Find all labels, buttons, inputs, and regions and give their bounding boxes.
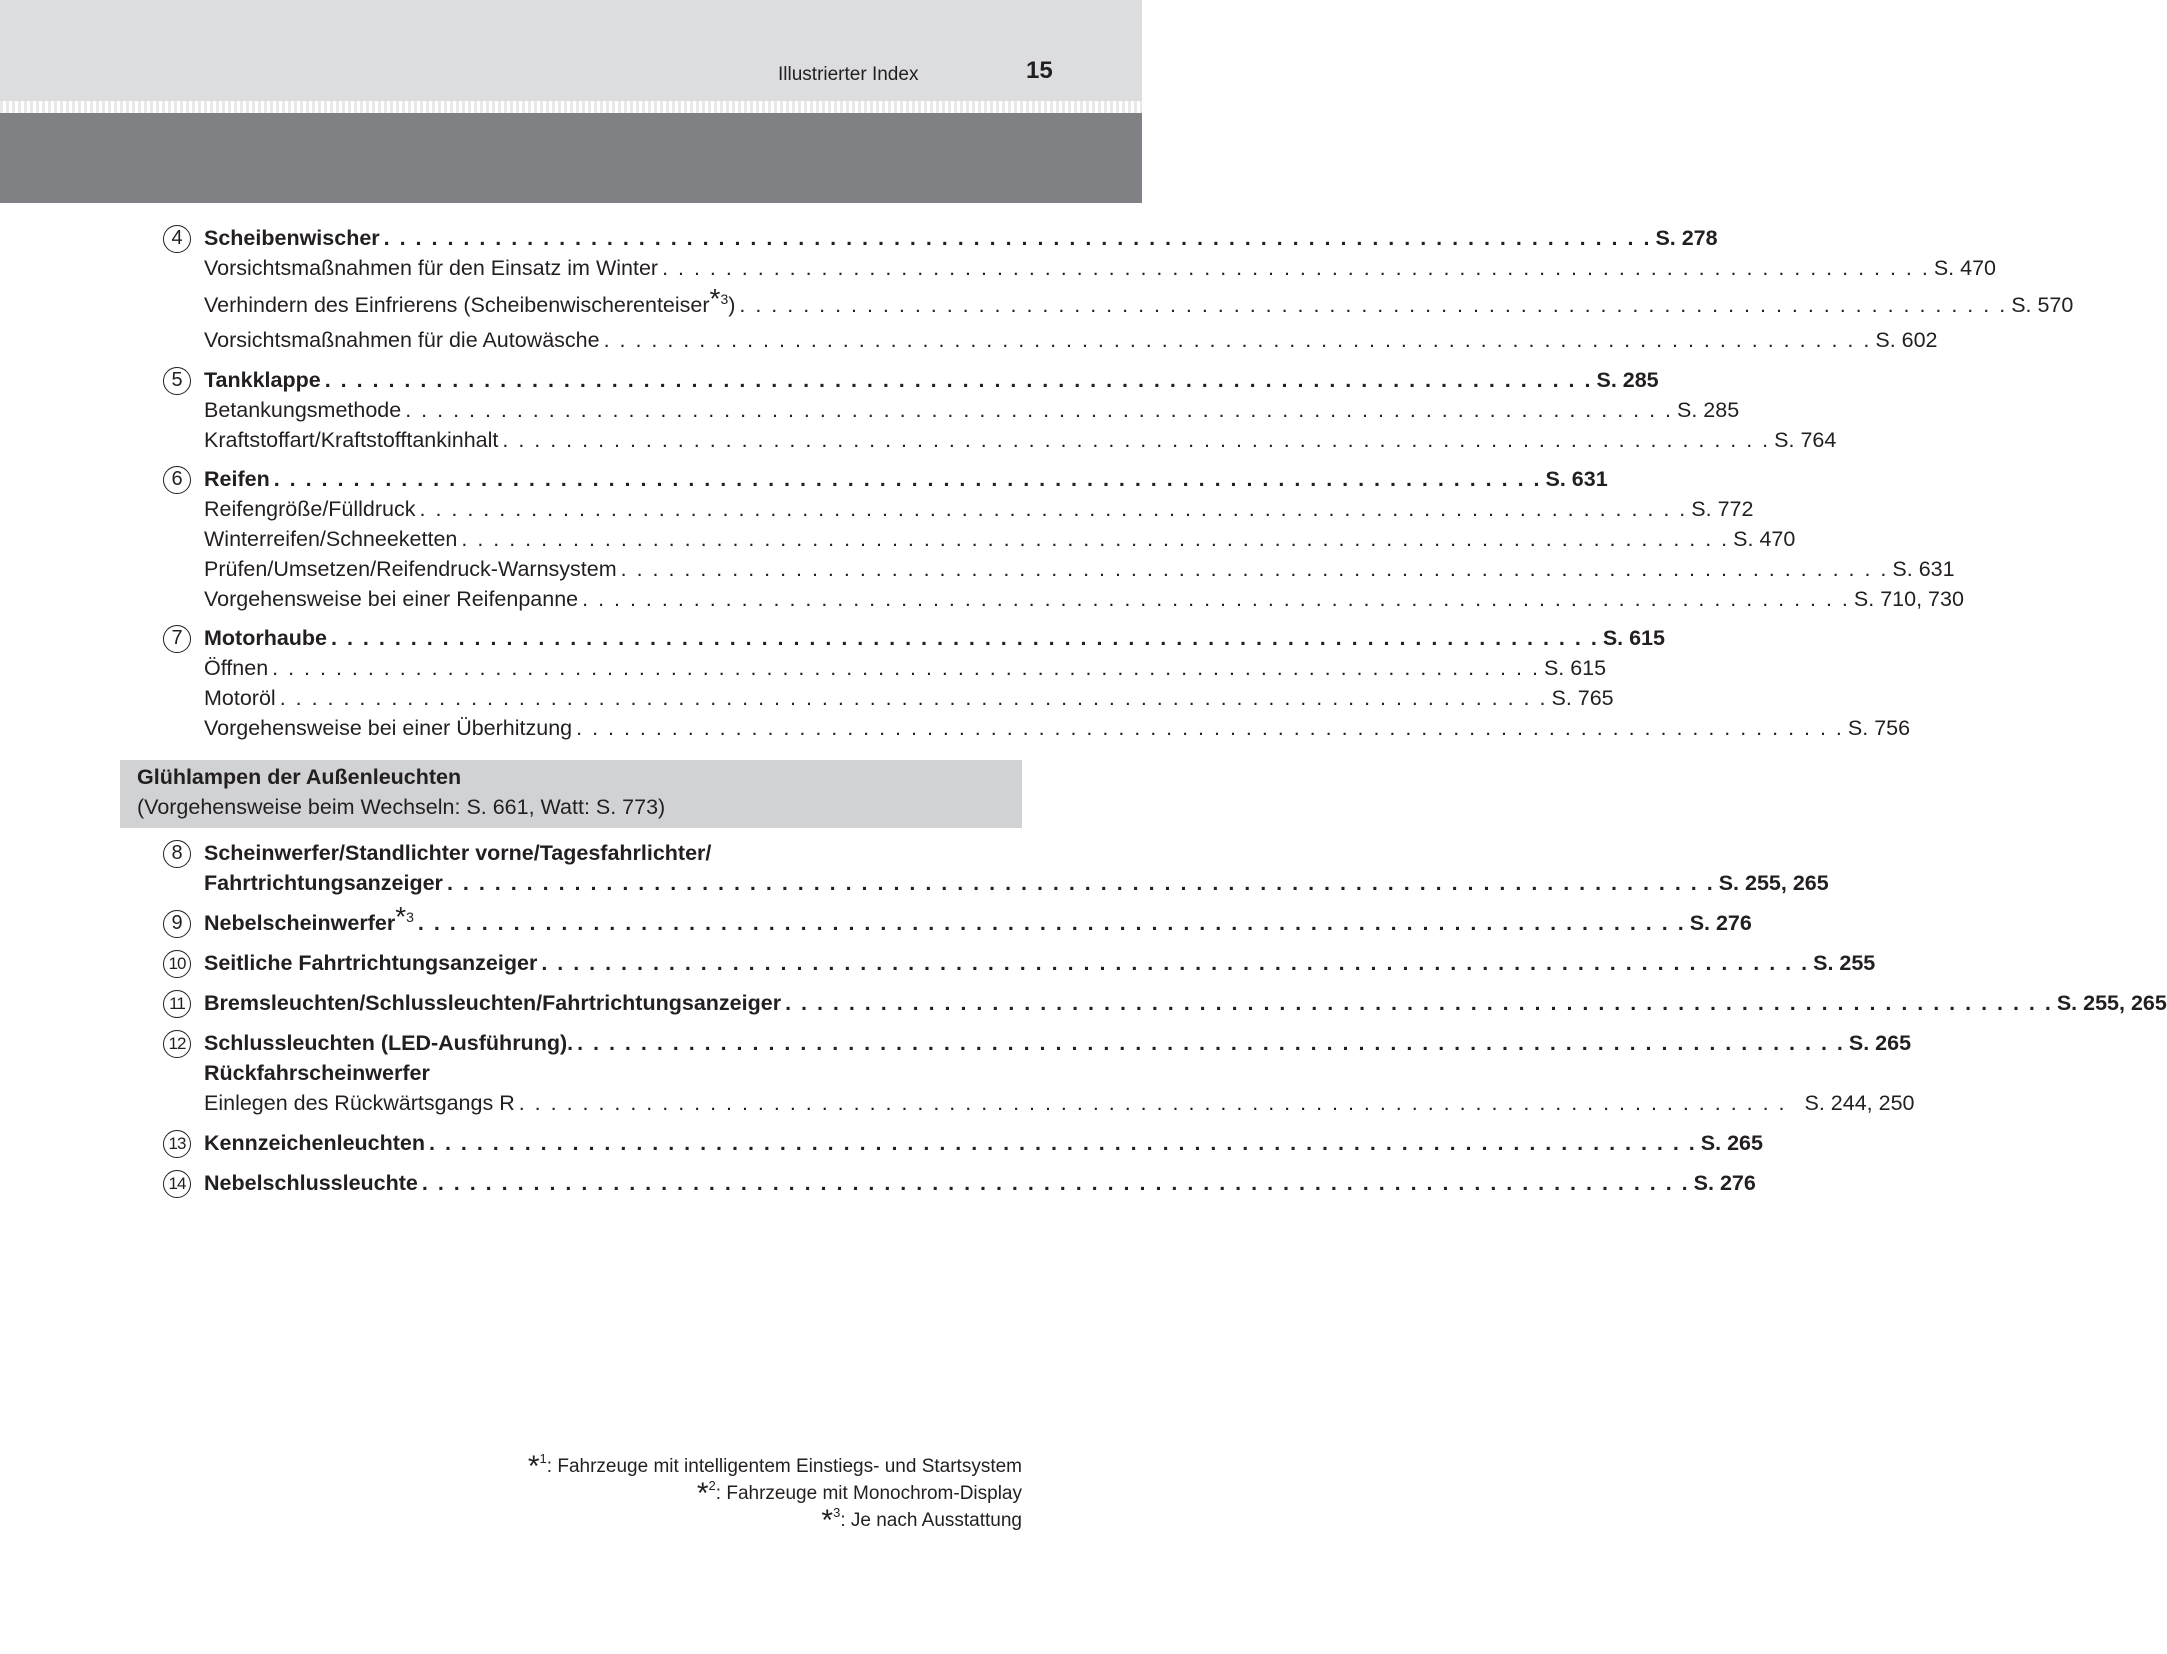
index-entry <box>204 425 1837 455</box>
footnote-star: * <box>709 283 721 314</box>
leader-dots: . . . . . . . . . . . . . . . . . . . . . . . . . . . . . . . . . . . . . . . . . . . . . . . . . . . . . . . . . . . . . . . . . . . . . . . . . . . . . . . . <box>421 1171 1690 1195</box>
item-number: 12 <box>163 1030 191 1058</box>
leader-dots: . . . . . . . . . . . . . . . . . . . . . . . . . . . . . . . . . . . . . . . . . . . . . . . . . . . . . . . . . . . . . . . . . . . . . . . . . . . . . . . . <box>383 226 1652 250</box>
leader-dots: . . . . . . . . . . . . . . . . . . . . . . . . . . . . . . . . . . . . . . . . . . . . . . . . . . . . . . . . . . . . . . . . . . . . . . . . . . . . . . . . <box>541 951 1810 975</box>
item-number: 4 <box>163 225 191 253</box>
index-entry <box>204 623 1665 653</box>
index-entry <box>204 325 1938 355</box>
leader-dots: . . . . . . . . . . . . . . . . . . . . . . . . . . . . . . . . . . . . . . . . . . . . . . . . . . . . . . . . . . . . . . . . . . . . . . . . . . . . . . . . <box>446 871 1715 895</box>
entry-text: Reifen <box>204 467 270 491</box>
entry-text: Einlegen des Rückwärtsgangs R <box>204 1091 515 1115</box>
footnote-number: 2 <box>708 1478 716 1493</box>
index-entry <box>204 988 2167 1018</box>
index-entry <box>204 464 1608 494</box>
index-entry <box>204 253 1997 283</box>
page-ref: S. 765 <box>1551 686 1614 710</box>
entry-text: Winterreifen/Schneeketten <box>204 527 458 551</box>
index-entry <box>204 683 1614 713</box>
page-ref: S. 470 <box>1733 527 1796 551</box>
page-ref: S. 631 <box>1892 557 1955 581</box>
section-title: Illustrierter Index <box>778 64 919 85</box>
index-entry <box>204 901 1752 938</box>
leader-dots: . . . . . . . . . . . . . . . . . . . . . . . . . . . . . . . . . . . . . . . . . . . . . . . . . . . . . . . . . . . . . . . . . . . . . . . . . . . . . . . . <box>461 527 1730 551</box>
entry-text: Tankklappe <box>204 368 321 392</box>
footnote-text: : Je nach Ausstattung <box>840 1510 1022 1531</box>
item-number: 7 <box>163 625 191 653</box>
entry-text: Fahrtrichtungsanzeiger <box>204 871 443 895</box>
entry-text <box>204 902 414 938</box>
leader-dots: . . . . . . . . . . . . . . . . . . . . . . . . . . . . . . . . . . . . . . . . . . . . . . . . . . . . . . . . . . . . . . . . . . . . . . . . . . . . . . . . <box>405 398 1674 422</box>
index-entry <box>204 395 1740 425</box>
page-ref: S. 255, 265 <box>1718 871 1829 895</box>
page-ref: S. 255, 265 <box>2056 991 2167 1015</box>
footnote-text: : Fahrzeuge mit intelligentem Einstiegs- und Startsystem <box>546 1456 1022 1477</box>
entry-text: Vorsichtsmaßnahmen für den Einsatz im Winter <box>204 256 659 280</box>
index-entry <box>204 713 1911 743</box>
footnote <box>821 1501 1022 1537</box>
item-number: 14 <box>163 1170 191 1198</box>
page-ref: S. 772 <box>1691 497 1754 521</box>
leader-dots: . . . . . . . . . . . . . . . . . . . . . . . . . . . . . . . . . . . . . . . . . . . . . . . . . . . . . . . . . . . . . . . . . . . . . . . . . . . . . . . . <box>324 368 1593 392</box>
index-entry <box>204 1058 976 1088</box>
entry-text-part: ) <box>728 293 736 317</box>
item-number: 11 <box>163 990 191 1018</box>
page-ref: S. 278 <box>1655 226 1718 250</box>
entry-text: Seitliche Fahrtrichtungsanzeiger <box>204 951 538 975</box>
page-ref: S. 631 <box>1545 467 1608 491</box>
page-ref: S. 255 <box>1813 951 1876 975</box>
entry-text: Schlussleuchten (LED-Ausführung). <box>204 1031 574 1055</box>
footnote-number: 3 <box>720 291 729 307</box>
index-entry <box>204 948 1876 978</box>
entry-text: Kennzeichenleuchten <box>204 1131 426 1155</box>
index-entry <box>204 494 1754 524</box>
page-ref: S. 570 <box>2011 293 2074 317</box>
item-number: 13 <box>163 1130 191 1158</box>
leader-dots: . . . . . . . . . . . . . . . . . . . . . . . . . . . . . . . . . . . . . . . . . . . . . . . . . . . . . . . . . . . . . . . . . . . . . . . . . . . . . . . . <box>331 626 1599 650</box>
page-ref: S. 470 <box>1933 256 1997 280</box>
item-number: 5 <box>163 367 191 395</box>
index-entry <box>204 1128 1763 1158</box>
entry-text-part: Nebelscheinwerfer <box>204 911 396 935</box>
leader-dots: . . . . . . . . . . . . . . . . . . . . . . . . . . . . . . . . . . . . . . . . . . . . . . . . . . . . . . . . . . . . . . . . . . . . . . . . . . . . . . . . <box>785 991 2053 1015</box>
entry-text: Rückfahrscheinwerfer <box>204 1061 430 1085</box>
page-ref: S. 276 <box>1693 1171 1756 1195</box>
leader-dots: . . . . . . . . . . . . . . . . . . . . . . . . . . . . . . . . . . . . . . . . . . . . . . . . . . . . . . . . . . . . . . . . . . . . . . . . . . . . . . . . <box>502 428 1771 452</box>
item-number: 6 <box>163 466 191 494</box>
index-entry <box>204 1088 1915 1118</box>
page-ref: S. 756 <box>1847 716 1911 740</box>
leader-dots: . . . . . . . . . . . . . . . . . . . . . . . . . . . . . . . . . . . . . . . . . . . . . . . . . . . . . . . . . . . . . . . . . . . . . . . . . . . . . . . . <box>273 467 1542 491</box>
index-entry <box>204 653 1607 683</box>
leader-dots: . . . . . . . . . . . . . . . . . . . . . . . . . . . . . . . . . . . . . . . . . . . . . . . . . . . . . . . . . . . . . . . . . . . . . . . . . . . . . . . . <box>739 293 2008 317</box>
index-entry <box>204 1028 1912 1058</box>
page-ref: S. 710, 730 <box>1853 587 1964 611</box>
leader-dots: . . . . . . . . . . . . . . . . . . . . . . . . . . . . . . . . . . . . . . . . . . . . . . . . . . . . . . . . . . . . . . . . . . . . . . . . . . . . . . . . <box>577 1031 1845 1055</box>
entry-text: Bremsleuchten/Schlussleuchten/Fahrtrichtungsanzeiger <box>204 991 782 1015</box>
entry-text: Scheibenwischer <box>204 226 380 250</box>
footnote-number: 1 <box>539 1451 547 1466</box>
page-ref: S. 615 <box>1602 626 1665 650</box>
leader-dots: . . . . . . . . . . . . . . . . . . . . . . . . . . . . . . . . . . . . . . . . . . . . . . . . . . . . . . . . . . . . . . . . . . . . . . . . . . . . . . . . <box>603 328 1872 352</box>
header-rule <box>0 101 1142 113</box>
leader-dots: . . . . . . . . . . . . . . . . . . . . . . . . . . . . . . . . . . . . . . . . . . . . . . . . . . . . . . . . . . . . . . . . . . . . . . . . . . . . . . . . <box>429 1131 1697 1155</box>
footnote-star: * <box>527 1450 540 1483</box>
page-ref: S. 764 <box>1774 428 1837 452</box>
index-entry <box>204 868 1829 898</box>
entry-text: Prüfen/Umsetzen/Reifendruck-Warnsystem <box>204 557 617 581</box>
footnote-text: : Fahrzeuge mit Monochrom-Display <box>715 1483 1022 1504</box>
leader-dots: . . . . . . . . . . . . . . . . . . . . . . . . . . . . . . . . . . . . . . . . . . . . . . . . . . . . . . . . . . . . . . . . . . . . . . . . . . . . . . . . <box>279 686 1548 710</box>
entry-text-part: Verhindern des Einfrierens (Scheibenwischerenteiser <box>204 293 710 317</box>
leader-dots: . . . . . . . . . . . . . . . . . . . . . . . . . . . . . . . . . . . . . . . . . . . . . . . . . . . . . . . . . . . . . . . . . . . . . . . . . . . . . . . . <box>518 1091 1787 1115</box>
category-title: Glühlampen der Außenleuchten <box>137 765 462 789</box>
entry-text: Vorgehensweise bei einer Überhitzung <box>204 716 573 740</box>
page-number: 15 <box>1026 57 1053 84</box>
entry-text: Betankungsmethode <box>204 398 402 422</box>
entry-text: Scheinwerfer/Standlichter vorne/Tagesfahrlichter/ <box>204 841 712 865</box>
footnote-star: * <box>696 1477 709 1510</box>
category-subtitle: (Vorgehensweise beim Wechseln: S. 661, Watt: S. 773) <box>137 795 666 819</box>
footnote-number: 3 <box>833 1505 841 1520</box>
entry-text: Öffnen <box>204 656 269 680</box>
index-entry <box>204 283 2074 320</box>
header-band <box>0 0 1142 101</box>
item-number: 8 <box>163 840 191 868</box>
item-number: 10 <box>163 950 191 978</box>
index-entry <box>204 524 1796 554</box>
index-entry <box>204 365 1659 395</box>
entry-text: Nebelschlussleuchte <box>204 1171 418 1195</box>
footnote-number: 3 <box>406 909 414 925</box>
entry-text: Vorsichtsmaßnahmen für die Autowäsche <box>204 328 600 352</box>
index-entry <box>204 1168 1756 1198</box>
index-entry <box>204 554 1955 584</box>
leader-dots: . . . . . . . . . . . . . . . . . . . . . . . . . . . . . . . . . . . . . . . . . . . . . . . . . . . . . . . . . . . . . . . . . . . . . . . . . . . . . . . . <box>576 716 1844 740</box>
page-ref: S. 244, 250 <box>1804 1091 1915 1115</box>
page-ref: S. 285 <box>1677 398 1740 422</box>
item-number: 9 <box>163 910 191 938</box>
leader-dots: . . . . . . . . . . . . . . . . . . . . . . . . . . . . . . . . . . . . . . . . . . . . . . . . . . . . . . . . . . . . . . . . . . . . . . . . . . . . . . . . <box>582 587 1850 611</box>
leader-dots: . . . . . . . . . . . . . . . . . . . . . . . . . . . . . . . . . . . . . . . . . . . . . . . . . . . . . . . . . . . . . . . . . . . . . . . . . . . . . . . . <box>272 656 1540 680</box>
leader-dots: . . . . . . . . . . . . . . . . . . . . . . . . . . . . . . . . . . . . . . . . . . . . . . . . . . . . . . . . . . . . . . . . . . . . . . . . . . . . . . . . <box>620 557 1889 581</box>
entry-text: Kraftstoffart/Kraftstofftankinhalt <box>204 428 499 452</box>
entry-text: Motoröl <box>204 686 276 710</box>
leader-dots: . . . . . . . . . . . . . . . . . . . . . . . . . . . . . . . . . . . . . . . . . . . . . . . . . . . . . . . . . . . . . . . . . . . . . . . . . . . . . . . . <box>417 911 1686 935</box>
page-ref: S. 285 <box>1596 368 1659 392</box>
entry-text: Vorgehensweise bei einer Reifenpanne <box>204 587 579 611</box>
chapter-bar <box>0 113 1142 203</box>
leader-dots: . . . . . . . . . . . . . . . . . . . . . . . . . . . . . . . . . . . . . . . . . . . . . . . . . . . . . . . . . . . . . . . . . . . . . . . . . . . . . . . . <box>662 256 1930 280</box>
index-entry <box>204 584 1964 614</box>
page-ref: S. 265 <box>1700 1131 1763 1155</box>
entry-text <box>204 284 735 320</box>
page-ref: S. 602 <box>1875 328 1938 352</box>
entry-text: Reifengröße/Fülldruck <box>204 497 416 521</box>
index-entry <box>204 223 1718 253</box>
footnote-star: * <box>395 901 407 932</box>
index-entry <box>204 838 976 868</box>
entry-text: Motorhaube <box>204 626 328 650</box>
page-ref: S. 276 <box>1689 911 1752 935</box>
footnote-star: * <box>821 1504 834 1537</box>
page-ref: S. 615 <box>1543 656 1607 680</box>
leader-dots: . . . . . . . . . . . . . . . . . . . . . . . . . . . . . . . . . . . . . . . . . . . . . . . . . . . . . . . . . . . . . . . . . . . . . . . . . . . . . . . . <box>419 497 1688 521</box>
page-ref: S. 265 <box>1848 1031 1912 1055</box>
